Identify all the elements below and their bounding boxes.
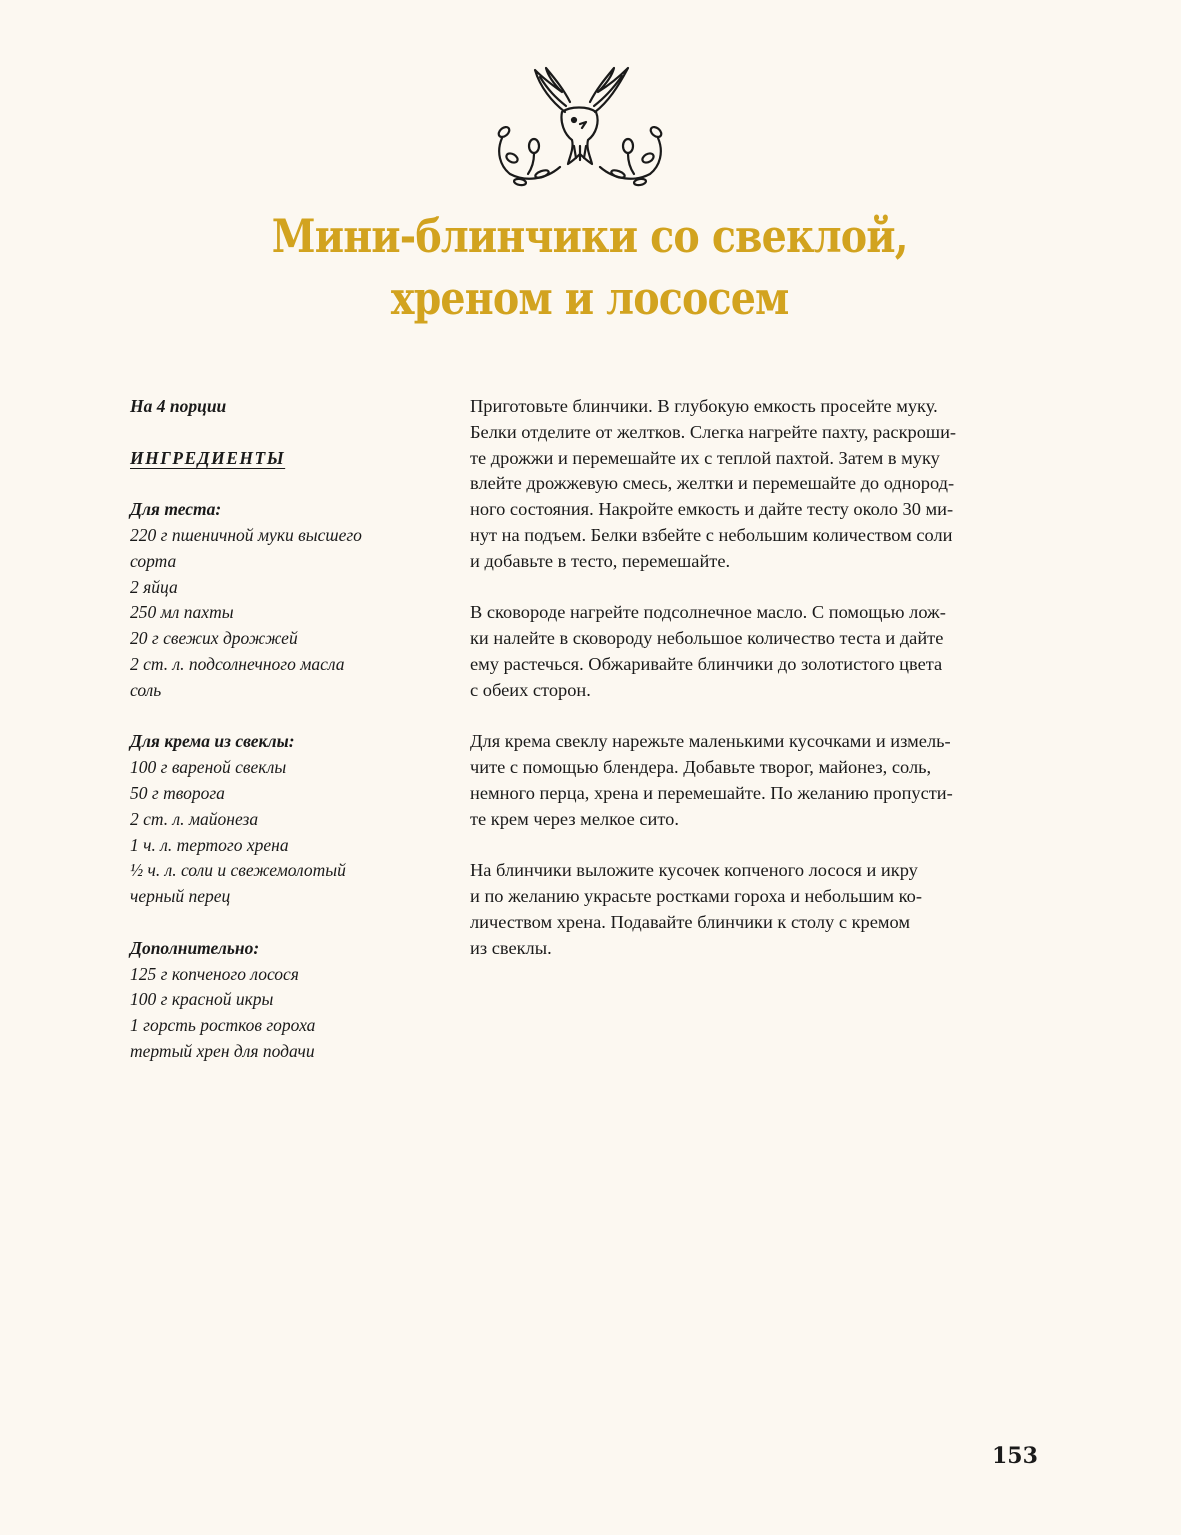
title-line-1: Мини-блинчики со свеклой, — [271, 209, 908, 263]
ingredients-column — [130, 394, 430, 1065]
ingredient-line: 125 г копченого лосося — [130, 963, 299, 984]
method-line: ного состояния. Накройте емкость и дайте тесту около 30 ми- — [470, 499, 954, 520]
ingredient-line: ½ ч. л. соли и свежемолотый — [130, 860, 346, 881]
method-line: В сковороде нагрейте подсолнечное масло. С помощью лож- — [470, 602, 946, 623]
method-line: ки налейте в сковороду небольшое количество теста и дайте — [470, 628, 944, 649]
method-line: влейте дрожжевую смесь, желтки и перемешайте до однород- — [470, 473, 955, 494]
method-line: с обеих сторон. — [470, 679, 591, 700]
ingredient-line: тертый хрен для подачи — [130, 1040, 315, 1061]
method-line: из свеклы. — [470, 937, 552, 958]
method-line: те дрожжи и перемешайте их с теплой пахтой. Затем в муку — [470, 447, 940, 468]
dough-heading: Для теста: — [130, 499, 222, 520]
method-line: нут на подъем. Белки взбейте с небольшим количеством соли — [470, 524, 953, 545]
cream-heading: Для крема из свеклы: — [130, 731, 295, 752]
page-number: 153 — [992, 1443, 1038, 1469]
ingredient-line: 250 мл пахты — [130, 602, 234, 623]
method-line: чите с помощью блендера. Добавьте творог, майонез, соль, — [470, 757, 932, 778]
ingredient-line: 100 г вареной свеклы — [130, 757, 287, 778]
extra-heading: Дополнительно: — [130, 937, 260, 958]
method-line: и по желанию украсьте ростками гороха и небольшим ко- — [470, 886, 922, 907]
method-line: Для крема свеклу нарежьте маленькими кусочками и измель- — [470, 731, 951, 752]
method-line: Белки отделите от желтков. Слегка нагрейте пахту, раскроши- — [470, 421, 957, 442]
ingredient-line: 50 г творога — [130, 782, 225, 803]
ingredient-line: соль — [130, 679, 162, 700]
method-column — [470, 394, 1050, 962]
ingredient-line: 20 г свежих дрожжей — [130, 628, 298, 649]
title-line-2: хреном и лососем — [390, 271, 789, 325]
ingredient-line: 2 ст. л. майонеза — [130, 808, 259, 829]
ingredient-line: 1 ч. л. тертого хрена — [130, 834, 289, 855]
ingredient-line: 220 г пшеничной муки высшего — [130, 524, 362, 545]
page-title — [82, 205, 1098, 329]
ingredient-line: 100 г красной икры — [130, 989, 274, 1010]
method-line: и добавьте в тесто, перемешайте. — [470, 550, 731, 571]
ingredient-line: черный перец — [130, 886, 231, 907]
servings: На 4 порции — [130, 396, 227, 416]
method-line: немного перца, хрена и перемешайте. По желанию пропусти- — [470, 782, 953, 803]
dove-with-olive-branches-icon — [490, 62, 670, 187]
ingredient-line: 2 ст. л. подсолнечного масла — [130, 653, 345, 674]
ingredient-line: 1 горсть ростков гороха — [130, 1015, 316, 1036]
method-line: личеством хрена. Подавайте блинчики к столу с кремом — [470, 911, 911, 932]
method-line: На блинчики выложите кусочек копченого лосося и икру — [470, 860, 918, 881]
ingredients-header: ИНГРЕДИЕНТЫ — [130, 447, 286, 468]
method-line: ему растечься. Обжаривайте блинчики до золотистого цвета — [470, 653, 943, 674]
method-line: Приготовьте блинчики. В глубокую емкость просейте муку. — [470, 396, 938, 416]
ingredient-line: сорта — [130, 550, 177, 571]
method-line: те крем через мелкое сито. — [470, 808, 679, 829]
ingredient-line: 2 яйца — [130, 576, 178, 597]
